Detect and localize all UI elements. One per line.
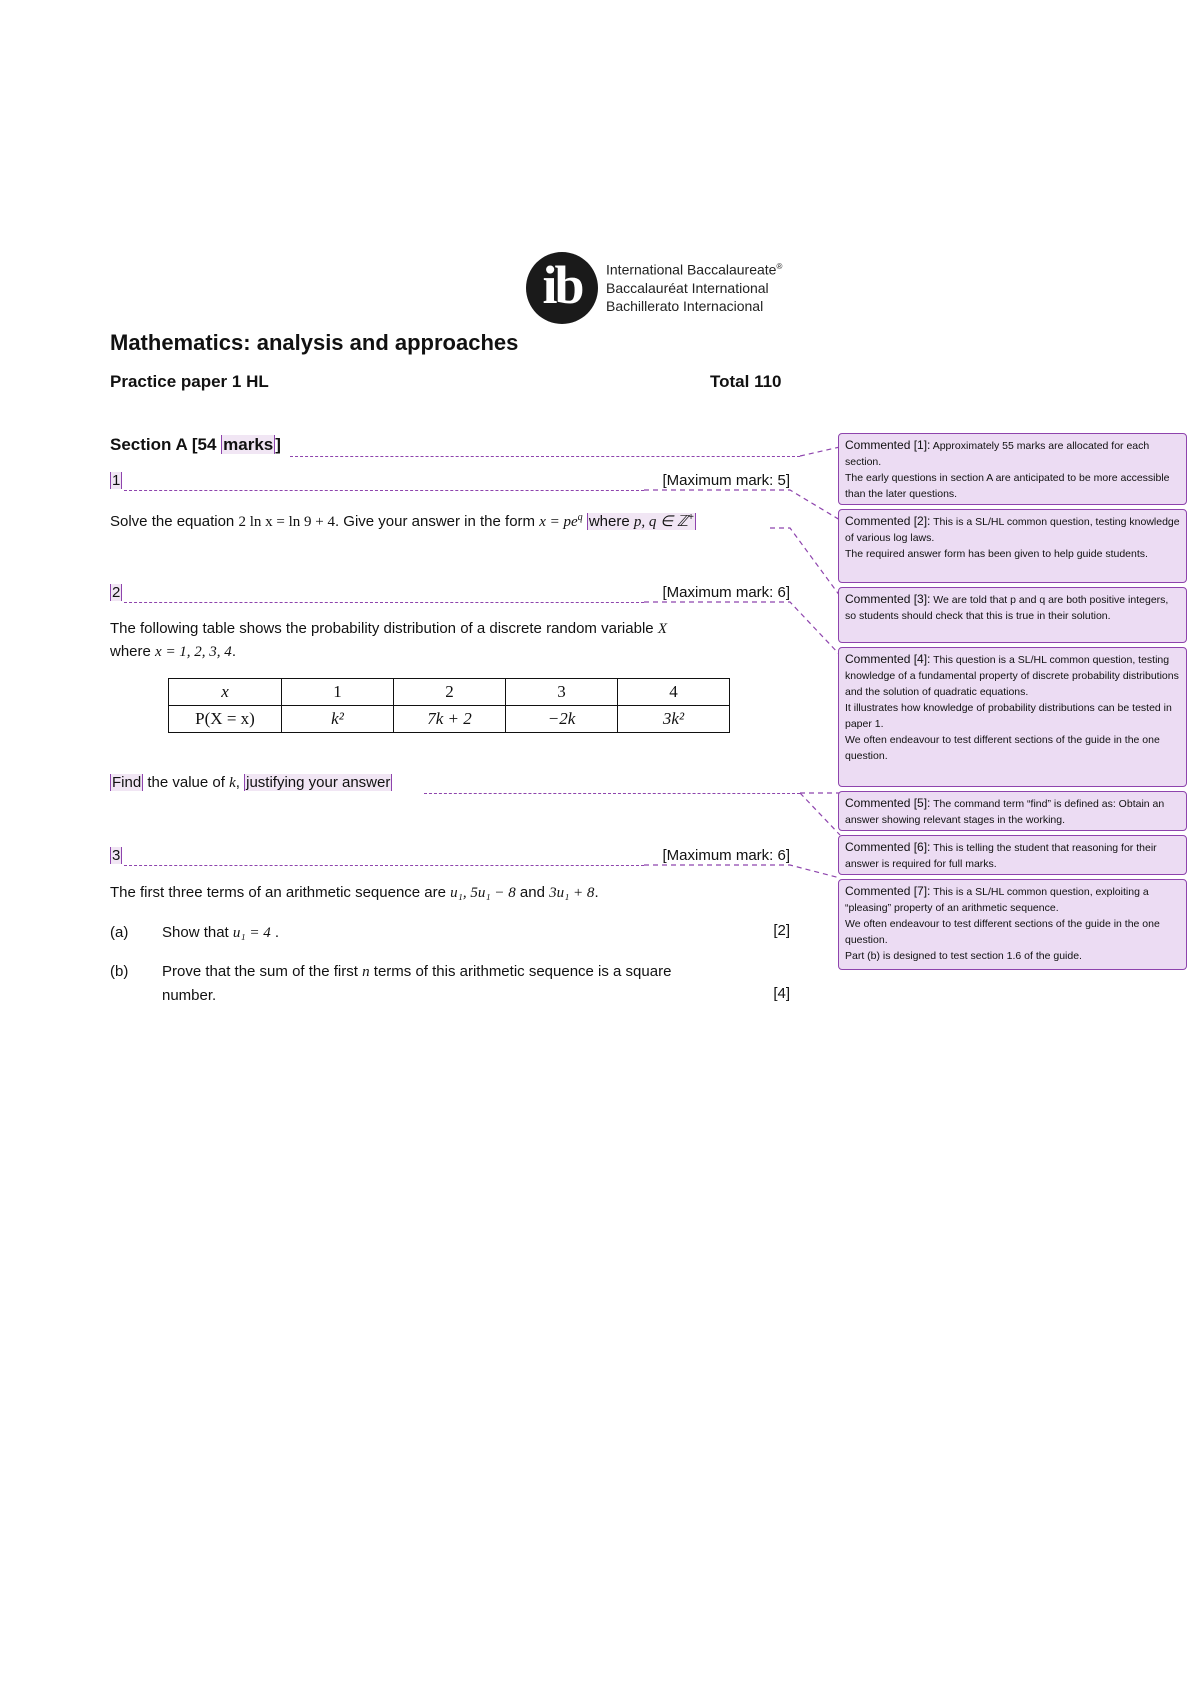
question-1-equation: 2 ln x = ln 9 + 4 [238,514,335,530]
section-heading: Section A [54 marks ] [110,435,281,454]
part-a-marks: [2] [773,922,790,939]
question-3-text: The first three terms of an arithmetic sequence are u₁, 5u₁ − 8 and 3u₁ + 8. [110,884,599,901]
table-cell: 3k² [618,706,730,733]
logo-line-2: Baccalauréat International [606,279,769,296]
table-cell: −2k [506,706,618,733]
question-1-number: 1 [112,472,121,489]
table-cell: P(X = x) [169,706,282,733]
comment-6[interactable]: Commented [6]: This is telling the student that reasoning for their answer is required for full marks. [838,835,1187,875]
part-a-label: (a) [110,924,129,941]
table-cell: 1 [282,679,394,706]
question-2-number: 2 [112,584,121,601]
find-highlight[interactable]: Find [112,774,142,791]
paper-total: Total 110 [710,372,782,391]
table-cell: 7k + 2 [394,706,506,733]
question-2-max-mark: [Maximum mark: 6] [662,584,790,601]
table-cell: 4 [618,679,730,706]
question-3-max-mark: [Maximum mark: 6] [662,847,790,864]
part-b-text: Prove that the sum of the first n terms of this arithmetic sequence is a square [162,963,672,980]
question-1-max-mark: [Maximum mark: 5] [662,472,790,489]
question-2-text: The following table shows the probability distribution of a discrete random variable X [110,620,667,637]
ib-logo-icon: ib [526,252,598,324]
justify-highlight[interactable]: justifying your answer [246,774,391,791]
table-cell: 3 [506,679,618,706]
question-2-find: Find the value of k, justifying your answer [112,774,391,791]
table-cell: k² [282,706,394,733]
question-3-number: 3 [112,847,121,864]
ib-logo-text: International Baccalaureate® Baccalauréat International Bachillerato Internacional [606,261,783,314]
part-b-label: (b) [110,963,129,980]
comment-4[interactable]: Commented [4]: This question is a SL/HL common question, testing knowledge of a fundamental property of discrete probability distributions and the solution of quadratic equations. It illustrates how knowledge of probability distributions can be tested in paper 1. We often endeavour to test different sections of the guide in the one question. [838,647,1187,787]
logo-line-1: International Baccalaureate [606,261,777,278]
table-cell: 2 [394,679,506,706]
document-title: Mathematics: analysis and approaches [110,330,519,355]
table-cell: x [169,679,282,706]
part-b-text-line-2: number. [162,987,217,1004]
comment-7[interactable]: Commented [7]: This is a SL/HL common question, exploiting a “pleasing” property of an arithmetic sequence. We often endeavour to test different sections of the guide in the one question. Part (b) is designed to test section 1.6 of the guide. [838,879,1187,970]
question-1-form: $x = pe^q$ [539,512,583,530]
part-a-text: Show that u₁ = 4 . [162,924,280,941]
part-b-marks: [4] [773,985,790,1002]
question-2-text-line-2: where x = 1, 2, 3, 4. [110,643,236,660]
comment-2[interactable]: Commented [2]: This is a SL/HL common question, testing knowledge of various log laws. The required answer form has been given to help guide students. [838,509,1187,583]
comment-3[interactable]: Commented [3]: We are told that p and q are both positive integers, so students should check that this is true in their solution. [838,587,1187,643]
comment-5[interactable]: Commented [5]: The command term “find” is defined as: Obtain an answer showing relevant stages in the working. [838,791,1187,831]
question-1-text: Solve the equation 2 ln x = ln 9 + 4. Give your answer in the form $x = pe^q$ where p, q ∈ ℤ+ [110,512,694,530]
comment-1[interactable]: Commented [1]: Approximately 55 marks are allocated for each section. The early questions in section A are anticipated to be more accessible than the later questions. [838,433,1187,505]
section-marks-highlight[interactable]: marks [223,435,274,454]
logo-line-3: Bachillerato Internacional [606,297,764,314]
question-1-where-highlight[interactable]: where p, q ∈ ℤ+ [588,512,694,530]
paper-name: Practice paper 1 HL [110,372,269,391]
